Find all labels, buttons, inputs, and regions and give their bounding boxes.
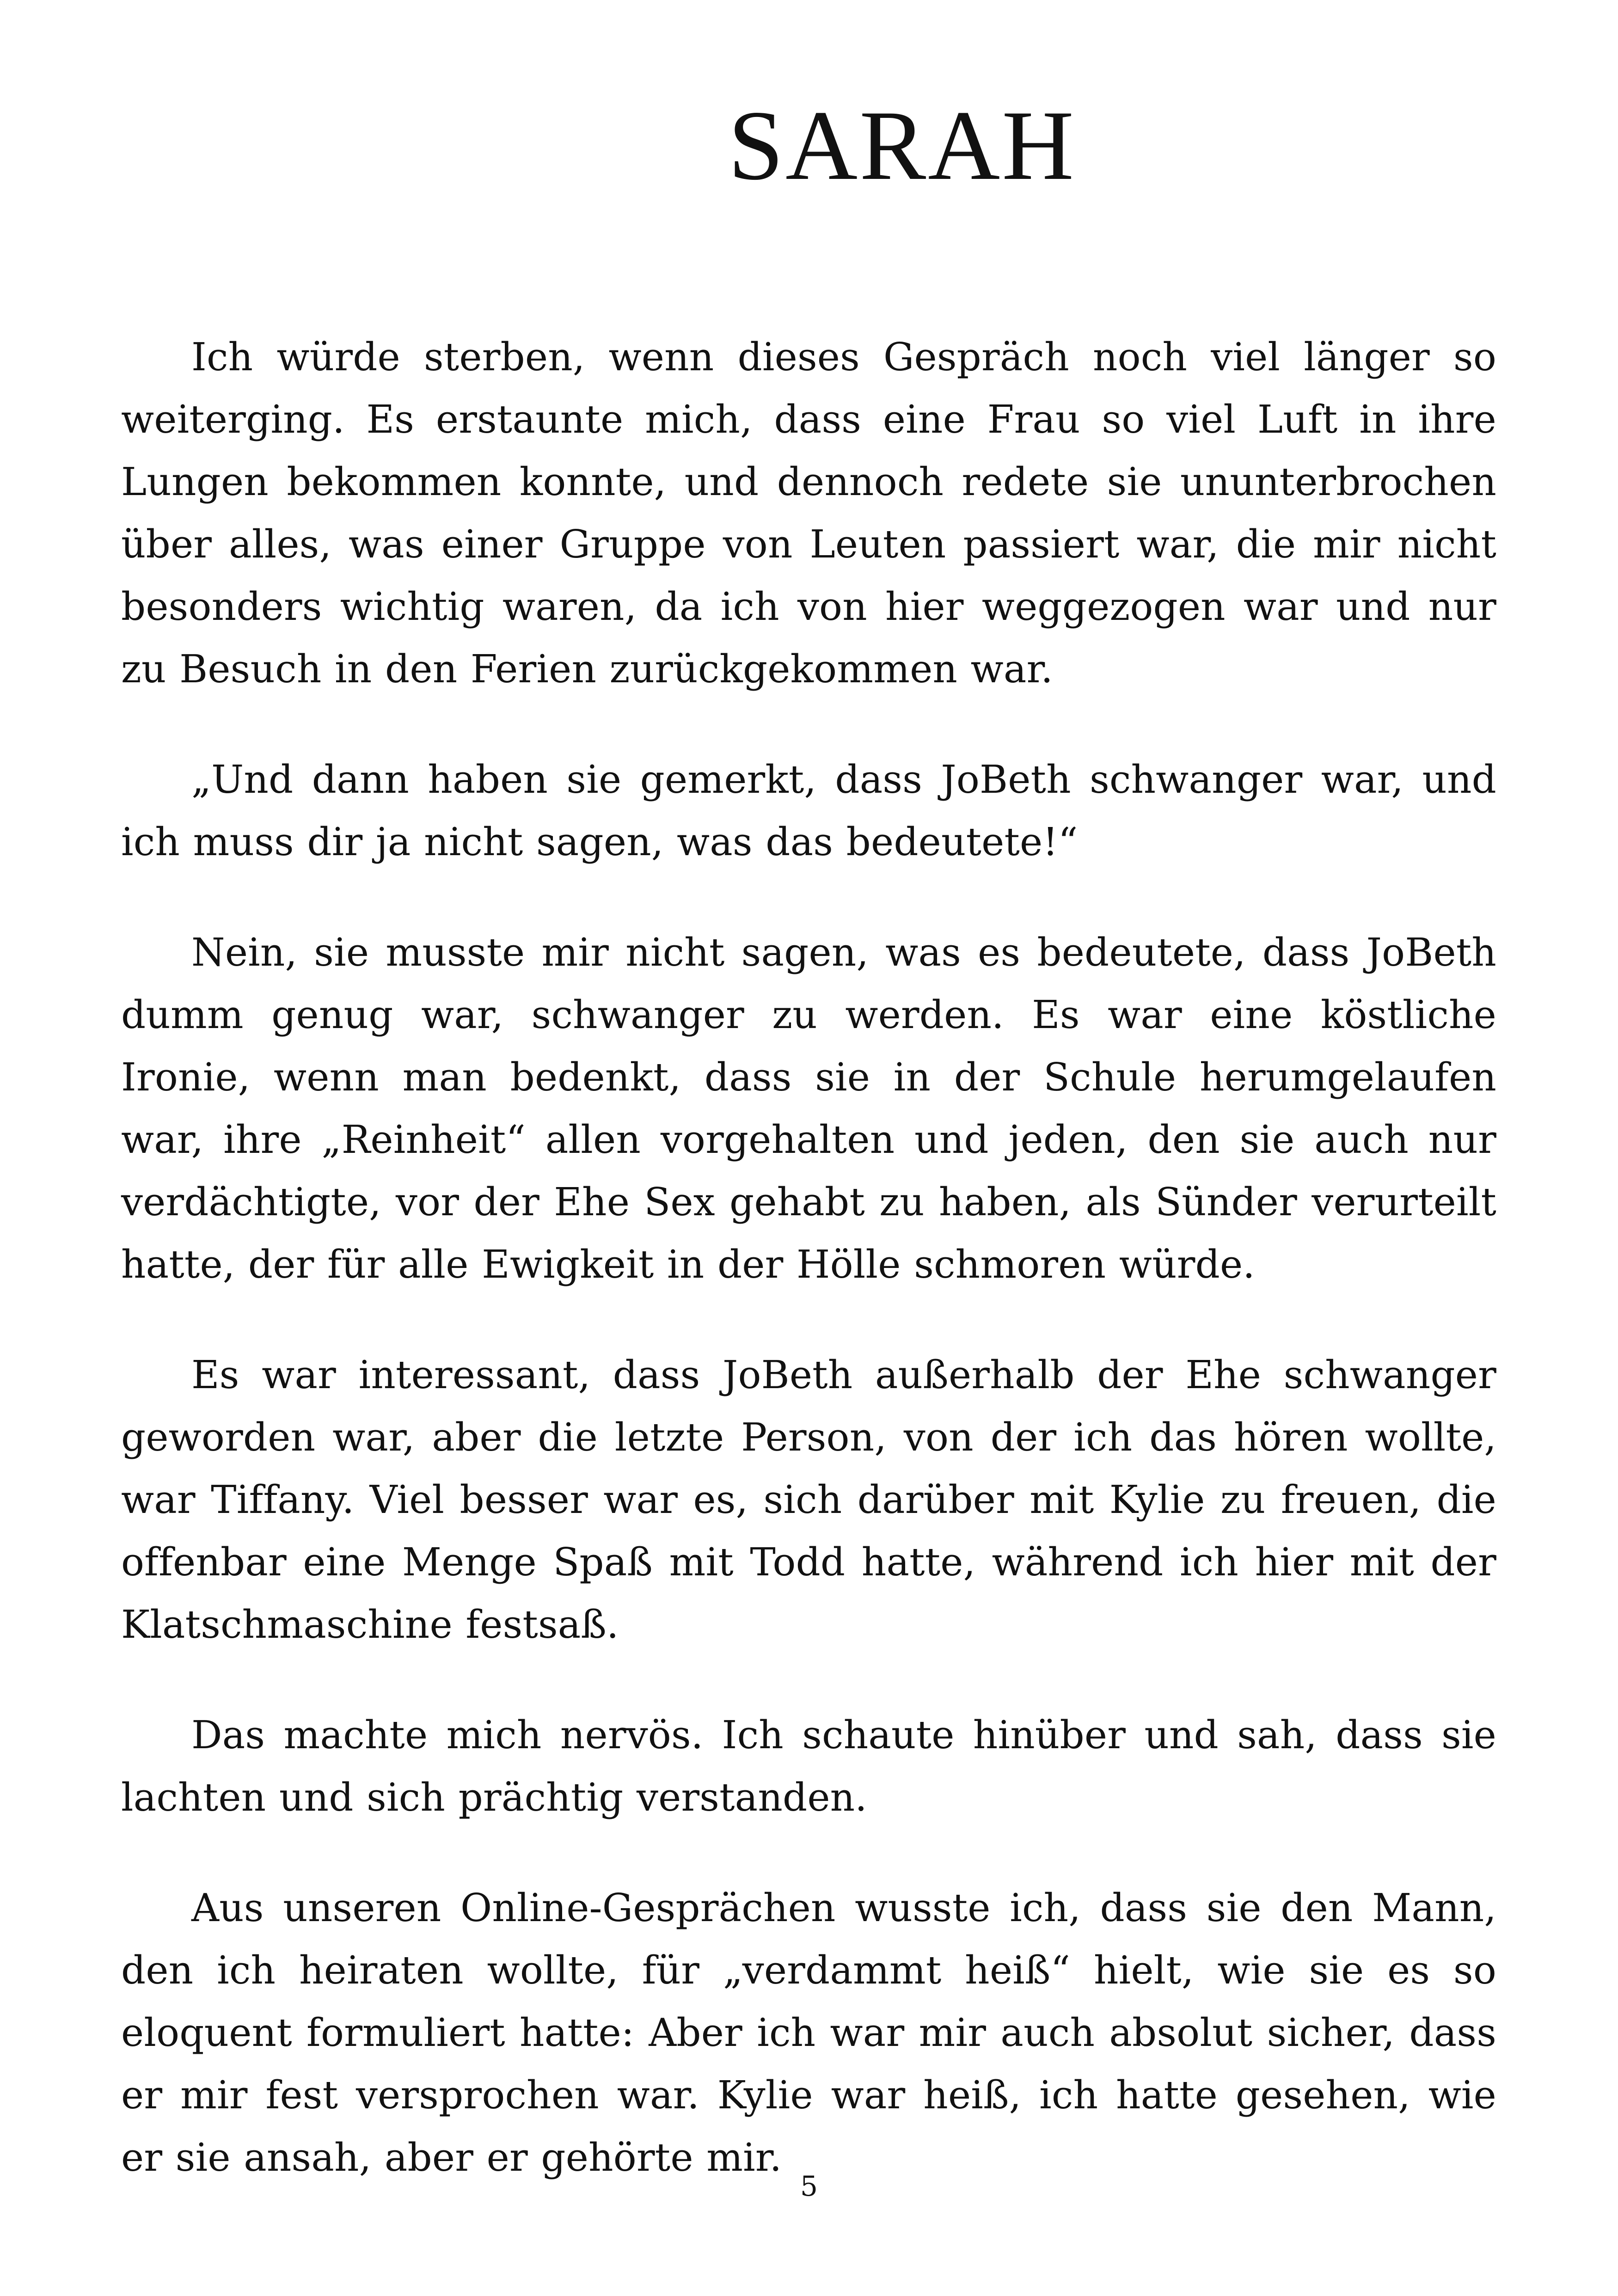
paragraph-4: Es war interessant, dass JoBeth außerhalb der Ehe schwanger geworden war, aber die letzte Person, von der ich das hören wollte, war Tiffany. Viel besser war es, sich darüber mit Kylie zu freuen, die offenbar eine Menge Spaß mit Todd hatte, während ich hier mit der Klatschmaschine festsaß.: [121, 1353, 1496, 1647]
paragraph-5: Das machte mich nervös. Ich schaute hinüber und sah, dass sie lachten und sich prächtig verstanden.: [121, 1713, 1496, 1820]
paragraph-2: „Und dann haben sie gemerkt, dass JoBeth schwanger war, und ich muss dir ja nicht sagen, was das bedeutete!“: [121, 757, 1496, 864]
chapter-title: SARAH: [728, 90, 1076, 201]
paragraph-3: Nein, sie musste mir nicht sagen, was es bedeutete, dass JoBeth dumm genug war, schwanger zu werden. Es war eine köstliche Ironie, wenn man bedenkt, dass sie in der Schule herumgelaufen war, ihre „Reinheit“ allen vorgehalten und jeden, den sie auch nur verdächtigte, vor der Ehe Sex gehabt zu haben, als Sünder verurteilt hatte, der für alle Ewigkeit in der Hölle schmoren würde.: [121, 930, 1496, 1287]
paragraph-6: Aus unseren Online-Gesprächen wusste ich, dass sie den Mann, den ich heiraten wollte, für „verdammt heiß“ hielt, wie sie es so eloquent formuliert hatte: Aber ich war mir auch absolut sicher, dass er mir fest versprochen war. Kylie war heiß, ich hatte gesehen, wie er sie ansah, aber er gehörte mir.: [121, 1886, 1496, 2180]
chapter-text: [121, 326, 1496, 2237]
paragraph-1: Ich würde sterben, wenn dieses Gespräch noch viel länger so weiterging. Es erstaunte mich, dass eine Frau so viel Luft in ihre Lungen bekommen konnte, und dennoch redete sie ununterbrochen über alles, was einer Gruppe von Leuten passiert war, die mir nicht besonders wichtig waren, da ich von hier weggezogen war und nur zu Besuch in den Ferien zurückgekommen war.: [121, 335, 1496, 692]
page-number: 5: [800, 2170, 818, 2203]
